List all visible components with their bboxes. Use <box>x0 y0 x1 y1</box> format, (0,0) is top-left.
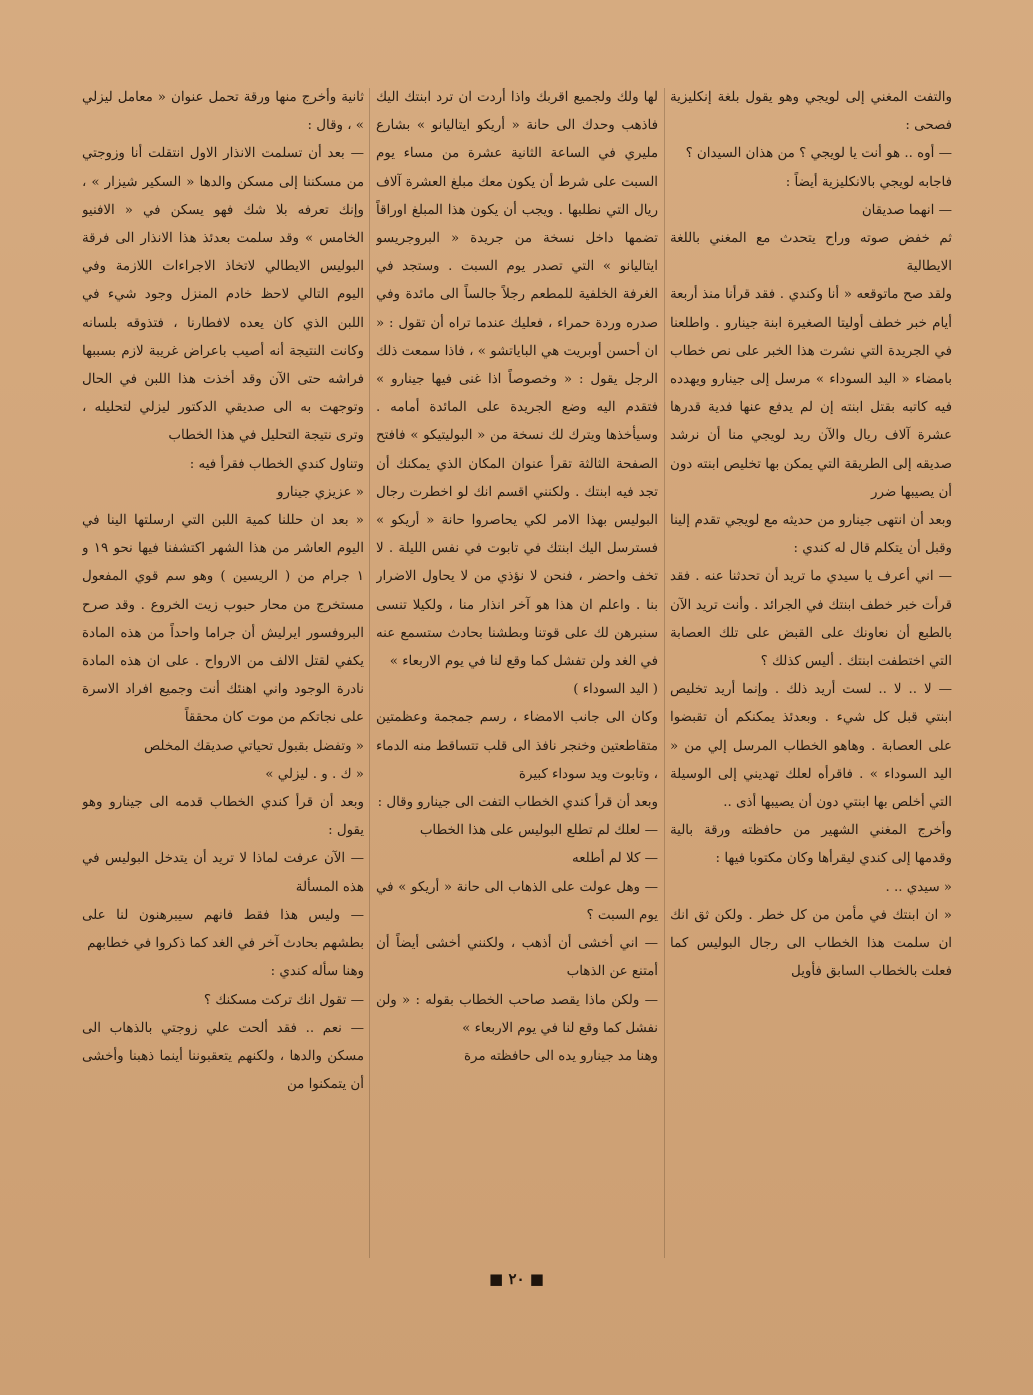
paragraph: فاجابه لويجي بالانكليزية أيضاً : <box>785 174 952 190</box>
paragraph: — ولكن ماذا يقصد صاحب الخطاب بقوله : « ولن نفشل كما وقع لنا في يوم الاربعاء » <box>376 992 658 1036</box>
paragraph: وبعد أن قرأ كندي الخطاب التفت الى جينارو وقال : <box>377 795 658 811</box>
paragraph: — الآن عرفت لماذا لا تريد أن يتدخل البوليس في هذه المسألة <box>82 851 364 895</box>
paragraph: « عزيزي جينارو <box>276 484 364 500</box>
paragraph: — اني أخشى أن أذهب ، ولكنني أخشى أيضاً أن أمتنع عن الذهاب <box>376 936 658 980</box>
paragraph: والتفت المغني إلى لويجي وهو يقول بلغة إنكليزية فصحى : <box>670 90 952 134</box>
paragraph: وهنا سأله كندي : <box>270 964 364 980</box>
paragraph: — وهل عولت على الذهاب الى حانة « أريكو » في يوم السبت ؟ <box>376 879 658 923</box>
paragraph: ولقد صح ماتوقعه « أنا وكندي . فقد قرأنا منذ أربعة أيام خبر خطف أوليتا الصغيرة ابنة جينارو . واطلعنا في الجريدة التي نشرت هذا الخبر على نص خطاب بامضاء « اليد السوداء » مرسل إلى جينارو ويهدده فيه كاتبه بقتل ابنته إن لم يدفع عنها فدية قدرها عشرة آلاف ريال والآن ريد لويجي منا أن نرشد صديقه إلى الطريقة التي يمكن بها تخليص ابنته دون أن يصيبها ضرر <box>670 287 952 500</box>
column-divider <box>369 88 370 1258</box>
paragraph: وبعد أن انتهى جينارو من حديثه مع لويجي تقدم إلينا وقبل أن يتكلم قال له كندي : <box>670 513 952 557</box>
paragraph: — انهما صديقان <box>861 202 952 218</box>
paragraph: وأخرج المغني الشهير من حافظته ورقة بالية وقدمها إلى كندي ليقرأها وكان مكتوبا فيها : <box>670 823 952 867</box>
paragraph: « بعد ان حللنا كمية اللبن التي ارسلتها الينا في اليوم العاشر من هذا الشهر اكتشفنا فيها نحو ١٩ و ١ جرام من ( الريسين ) وهو سم قوي المفعول مستخرج من محار حبوب زيت الخروع . وقد صرح البروفسور ايرليش أن جراما واحداً من هذه المادة يكفي لقتل الالف من الارواح . على ان هذه المادة نادرة الوجود واني اهنئك أنت وجميع افراد الاسرة على نجاتكم من موت كان محققاً <box>82 513 364 726</box>
paragraph: — أوه .. هو أنت يا لويجي ؟ من هذان السيدان ؟ <box>685 146 952 162</box>
paragraph: ثانية وأخرج منها ورقة تحمل عنوان « معامل ليزلي » ، وقال : <box>82 90 364 134</box>
paragraph: — لا .. لا .. لست أريد ذلك . وإنما أريد تخليص ابنتي قبل كل شيء . وبعدئذ يمكنكم أن تقبضوا على العصابة . وهاهو الخطاب المرسل إلي من « اليد السوداء » . فاقرأه لعلك تهديني إلى الوسيلة التي أخلص بها ابنتي دون أن يصيبها أذى .. <box>670 682 952 811</box>
paragraph: — وليس هذا فقط فانهم سيبرهنون لنا على بطشهم بحادث آخر في الغد كما ذكروا في خطابهم <box>82 907 364 952</box>
text-columns <box>82 84 952 1264</box>
page-number: ■ ٢٠ ■ <box>489 1270 544 1288</box>
column-divider <box>664 88 665 1258</box>
paragraph: — كلا لم أطلعه <box>572 851 658 867</box>
paragraph: ( اليد السوداء ) <box>573 682 658 698</box>
paragraph: « ان ابنتك في مأمن من كل خطر . ولكن ثق انك ان سلمت هذا الخطاب الى رجال البوليس كما فعلت بالخطاب السابق فأويل <box>670 907 952 980</box>
paragraph: لها ولك ولجميع اقربك واذا أردت ان ترد ابنتك اليك فاذهب وحدك الى حانة « أريكو ايتاليانو » بشارع مليري في الساعة الثانية عشرة من مساء يوم السبت على شرط أن يكون معك مبلغ العشرة آلاف ريال التي نطلبها . ويجب أن يكون هذا المبلغ اوراقاً تضمها داخل نسخة من جريدة « البروجريسو ايتاليانو » التي تصدر يوم السبت . وستجد في الغرفة الخلفية للمطعم رجلاً جالساً الى مائدة وفي صدره وردة حمراء ، فعليك عندما تراه أن تقول : « ان أحسن أوبريت هي الباياتشو » ، فاذا سمعت ذلك الرجل يقول : « وخصوصاً اذا غنى فيها جينارو » فتقدم اليه وضع الجريدة على المائدة أمامه . وسيأخذها ويترك لك نسخة من « البوليتيكو » فافتح الصفحة الثالثة تقرأ عنوان المكان الذي يمكنك أن تجد فيه ابنتك . ولكنني اقسم انك لو اخطرت رجال البوليس بهذا الامر لكي يحاصروا حانة « أريكو » فسترسل اليك ابنتك في تابوت في نفس الليلة . لا تخف واحضر ، فنحن لا نؤذي من لا يحاول الاضرار بنا . واعلم ان هذا هو آخر انذار منا ، ولكيلا تنسى سنبرهن لك على قوتنا وبطشنا بحادث ستسمع عنه في الغد ولن تفشل كما وقع لنا في يوم الاربعاء » <box>376 90 658 670</box>
paragraph: وكان الى جانب الامضاء ، رسم جمجمة وعظمتين متقاطعتين وخنجر نافذ الى قلب تتساقط منه الدماء ، وتابوت ويد سوداء كبيرة <box>376 710 658 782</box>
paragraph: « سيدي .. . <box>885 879 952 895</box>
paragraph: « ك . و . ليزلي » <box>265 766 364 782</box>
paragraph: — نعم .. فقد ألحت علي زوجتي بالذهاب الى مسكن والدها ، ولكنهم يتعقبوننا أينما ذهبنا وأخشى أن يتمكنوا من <box>82 1020 364 1093</box>
text-column-right <box>670 84 952 1264</box>
paragraph: — تقول انك تركت مسكنك ؟ <box>203 992 364 1008</box>
text-column-middle <box>376 84 658 1264</box>
paragraph: — لعلك لم تطلع البوليس على هذا الخطاب <box>419 823 658 839</box>
paragraph: وبعد أن قرأ كندي الخطاب قدمه الى جينارو وهو يقول : <box>82 795 364 839</box>
paragraph: « وتفضل بقبول تحياتي صديقك المخلص <box>144 738 364 754</box>
paragraph: — بعد أن تسلمت الانذار الاول انتقلت أنا وزوجتي من مسكننا إلى مسكن والدها « السكير شيزار » ، وإنك تعرفه بلا شك فهو يسكن في « الافنيو الخامس » وقد سلمت بعدئذ هذا الانذار الى فرقة البوليس الايطالي لاتخاذ الاجراءات اللازمة وفي اليوم التالي لاحظ خادم المنزل وجود شيء في اللبن الذي كان يعده لافطارنا ، فتذوقه بلسانه وكانت النتيجة أنه أصيب باعراض غريبة لازم بسببها فراشه حتى الآن وقد أخذت هذا اللبن في الحال وتوجهت به الى صديقي الدكتور ليزلي لتحليله ، وترى نتيجة التحليل في هذا الخطاب <box>82 146 364 444</box>
paragraph: وهنا مد جينارو يده الى حافظته مرة <box>463 1048 658 1064</box>
paragraph: ثم خفض صوته وراح يتحدث مع المغني باللغة الايطالية <box>670 231 952 275</box>
paragraph: وتناول كندي الخطاب فقرأ فيه : <box>189 456 364 472</box>
paragraph: — اني أعرف يا سيدي ما تريد أن تحدثنا عنه . فقد قرأت خبر خطف ابنتك في الجرائد . وأنت تريد الآن بالطبع أن نعاونك على القبض على تلك العصابة التي اختطفت ابنتك . أليس كذلك ؟ <box>670 569 952 670</box>
text-column-left <box>82 84 364 1264</box>
